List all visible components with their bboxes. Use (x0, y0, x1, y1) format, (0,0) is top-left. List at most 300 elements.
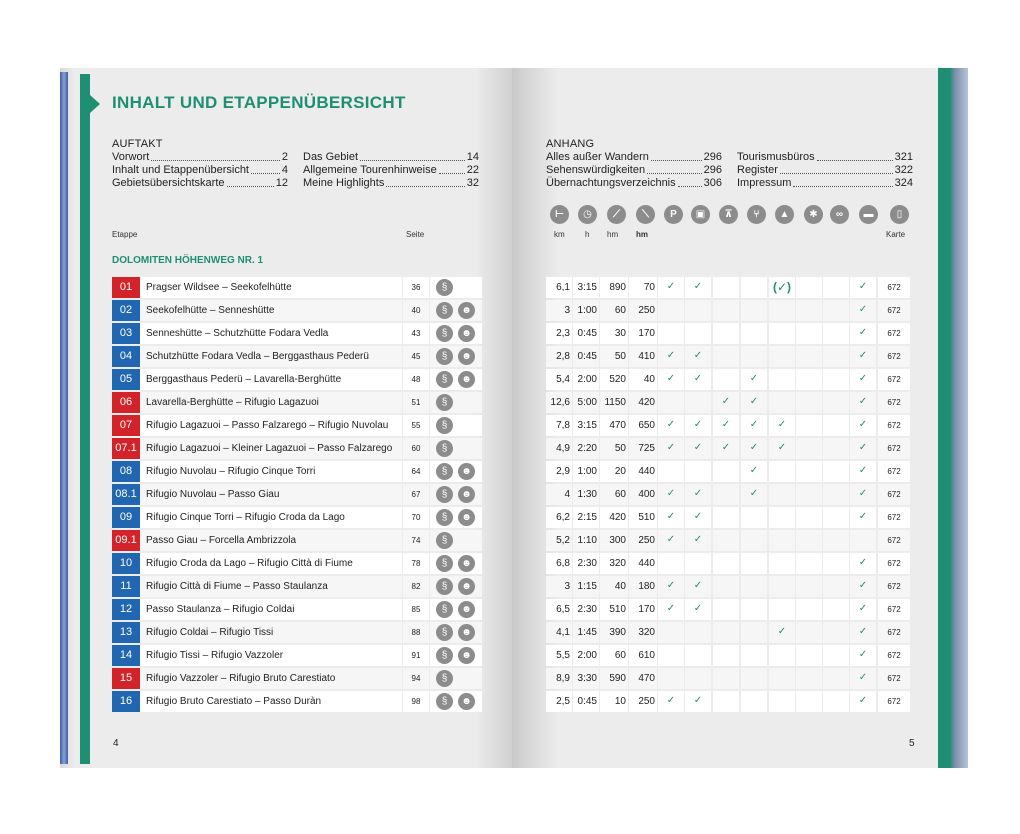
stage-name: Rifugio Città di Fiume – Passo Staulanza (140, 576, 402, 597)
stage-descent: 40 (629, 369, 657, 390)
difficulty-icon: § (436, 624, 453, 641)
stage-data-row (546, 598, 974, 621)
toc-entry[interactable]: Alles außer Wandern 296 (546, 151, 722, 163)
stage-descent: 250 (629, 300, 657, 321)
stage-descent: 180 (629, 576, 657, 597)
stage-list-right (546, 276, 974, 713)
stage-ascent: 420 (600, 507, 628, 528)
stage-check (713, 553, 739, 574)
stage-check (713, 691, 739, 712)
stage-ascent: 390 (600, 622, 628, 643)
stage-check (823, 392, 849, 413)
stage-row[interactable] (112, 345, 472, 368)
stage-check (713, 346, 739, 367)
stage-page: 85 (403, 599, 429, 620)
stage-check: ✓ (850, 438, 876, 459)
stage-number-badge: 08 (112, 461, 140, 482)
stage-name: Pragser Wildsee – Seekofelhütte (140, 277, 402, 298)
stage-row[interactable] (112, 506, 472, 529)
stage-check (850, 530, 876, 551)
stage-km: 3 (546, 576, 572, 597)
difficulty-icon: § (436, 670, 453, 687)
stage-name: Rifugio Bruto Carestiato – Passo Duràn (140, 691, 402, 712)
stage-check: ✓ (658, 691, 684, 712)
stage-check: ✓ (685, 507, 711, 528)
clock-icon: ◷ (578, 205, 597, 224)
stage-check: ✓ (769, 415, 795, 436)
stage-check (713, 369, 739, 390)
stage-ascent: 50 (600, 346, 628, 367)
stage-check (713, 484, 739, 505)
toc-entry[interactable]: Impressum 324 (737, 177, 913, 189)
stage-km: 4,9 (546, 438, 572, 459)
stage-data-row (546, 414, 974, 437)
stage-hours: 5:00 (573, 392, 599, 413)
stage-check (769, 599, 795, 620)
stage-check: ✓ (741, 484, 767, 505)
stage-check: ✓ (685, 369, 711, 390)
stage-check (796, 392, 822, 413)
snow-icon: ✱ (804, 205, 823, 224)
stage-km: 12,6 (546, 392, 572, 413)
stage-map: 672 (878, 691, 910, 712)
stage-check (741, 507, 767, 528)
stage-page: 88 (403, 622, 429, 643)
stage-hours: 1:30 (573, 484, 599, 505)
stage-name: Rifugio Vazzoler – Rifugio Bruto Carestiato (140, 668, 402, 689)
stage-check (796, 323, 822, 344)
parking-icon: P (664, 205, 683, 224)
stage-check: ✓ (685, 277, 711, 298)
stage-check (658, 645, 684, 666)
toc-entry[interactable]: Das Gebiet 14 (303, 151, 479, 163)
stage-check (685, 300, 711, 321)
stage-map: 672 (878, 300, 910, 321)
stage-check (741, 300, 767, 321)
difficulty-icon: § (436, 601, 453, 618)
toc-entry[interactable]: Sehenswürdigkeiten 296 (546, 164, 722, 176)
stage-check (769, 668, 795, 689)
stage-check (823, 668, 849, 689)
stage-check (823, 553, 849, 574)
stage-check (741, 553, 767, 574)
stage-check (713, 668, 739, 689)
bike-icon: ∞ (830, 205, 849, 224)
stage-km: 6,5 (546, 599, 572, 620)
bear-icon: ☻ (458, 693, 475, 710)
stage-check (685, 392, 711, 413)
header-seite: Seite (406, 230, 425, 239)
stage-km: 4,1 (546, 622, 572, 643)
stage-row[interactable] (112, 529, 472, 552)
stage-row[interactable] (112, 621, 472, 644)
bear-icon: ☻ (458, 348, 475, 365)
stage-check (769, 530, 795, 551)
stage-row[interactable] (112, 644, 472, 667)
stage-check (741, 691, 767, 712)
difficulty-icon: § (436, 693, 453, 710)
stage-row[interactable] (112, 575, 472, 598)
ascent-icon: ⟋ (607, 205, 626, 224)
stage-hours: 2:00 (573, 369, 599, 390)
stage-km: 4 (546, 484, 572, 505)
stage-number-badge: 05 (112, 369, 140, 390)
stage-check (741, 599, 767, 620)
stage-check (713, 645, 739, 666)
stage-hours: 2:30 (573, 599, 599, 620)
stage-check (823, 599, 849, 620)
stage-ascent: 1150 (600, 392, 628, 413)
stage-page: 74 (403, 530, 429, 551)
stage-row[interactable] (112, 391, 472, 414)
stage-hours: 1:15 (573, 576, 599, 597)
stage-number-badge: 13 (112, 622, 140, 643)
stage-check (741, 530, 767, 551)
stage-page: 51 (403, 392, 429, 413)
stage-check: ✓ (685, 438, 711, 459)
stage-check (713, 599, 739, 620)
page-title: INHALT UND ETAPPENÜBERSICHT (112, 93, 406, 112)
stage-check: ✓ (850, 507, 876, 528)
stage-ascent: 520 (600, 369, 628, 390)
stage-km: 3 (546, 300, 572, 321)
stage-number-badge: 07 (112, 415, 140, 436)
bear-icon: ☻ (458, 371, 475, 388)
stage-name: Rifugio Lagazuoi – Kleiner Lagazuoi – Passo Falzarego (140, 438, 402, 459)
stage-icons (430, 599, 482, 620)
stage-page: 45 (403, 346, 429, 367)
difficulty-icon: § (436, 371, 453, 388)
stage-row[interactable] (112, 437, 472, 460)
stage-data-row (546, 621, 974, 644)
stage-check (823, 415, 849, 436)
stage-icons (430, 645, 482, 666)
difficulty-icon: § (436, 394, 453, 411)
stage-icons (430, 530, 482, 551)
stage-check: ✓ (658, 277, 684, 298)
stage-check: (✓) (769, 277, 795, 298)
stage-icons (430, 691, 482, 712)
stage-page: 67 (403, 484, 429, 505)
stage-check (796, 461, 822, 482)
stage-check (713, 507, 739, 528)
stage-ascent: 890 (600, 277, 628, 298)
difficulty-icon: § (436, 463, 453, 480)
stage-check (823, 461, 849, 482)
stage-icons (430, 369, 482, 390)
stage-row[interactable] (112, 276, 472, 299)
stage-row[interactable] (112, 667, 472, 690)
stage-hours: 1:45 (573, 622, 599, 643)
toc-entry[interactable]: Inhalt und Etappenübersicht 4 (112, 164, 288, 176)
stage-check: ✓ (713, 438, 739, 459)
stage-check (658, 668, 684, 689)
stage-data-row (546, 460, 974, 483)
stage-km: 5,4 (546, 369, 572, 390)
header-karte: Karte (886, 230, 906, 239)
stage-km: 7,8 (546, 415, 572, 436)
stage-check (713, 277, 739, 298)
stage-check (796, 530, 822, 551)
stage-check (713, 323, 739, 344)
stage-row[interactable] (112, 368, 472, 391)
stage-check (769, 323, 795, 344)
stage-data-row (546, 552, 974, 575)
stage-row[interactable] (112, 322, 472, 345)
restaurant-icon: ⑂ (747, 205, 766, 224)
stage-ascent: 10 (600, 691, 628, 712)
stage-data-row (546, 345, 974, 368)
stage-check (823, 323, 849, 344)
stage-icons (430, 576, 482, 597)
stage-check (713, 622, 739, 643)
stage-map: 672 (878, 323, 910, 344)
stage-descent: 170 (629, 599, 657, 620)
toc-auftakt-col1 (112, 138, 288, 190)
stage-check: ✓ (850, 277, 876, 298)
stage-page: 98 (403, 691, 429, 712)
stage-check (823, 277, 849, 298)
stage-row[interactable] (112, 483, 472, 506)
page-number-right: 5 (909, 738, 915, 749)
toc-entry[interactable]: Übernachtungsverzeichnis 306 (546, 177, 722, 189)
stage-check: ✓ (658, 369, 684, 390)
stage-icons (430, 668, 482, 689)
stage-check (769, 300, 795, 321)
stage-page: 78 (403, 553, 429, 574)
stage-check (796, 415, 822, 436)
stage-map: 672 (878, 599, 910, 620)
stage-check: ✓ (741, 392, 767, 413)
stage-map: 672 (878, 530, 910, 551)
stage-number-badge: 09.1 (112, 530, 140, 551)
stage-check: ✓ (658, 507, 684, 528)
difficulty-icon: § (436, 417, 453, 434)
stage-number-badge: 14 (112, 645, 140, 666)
stage-check (741, 645, 767, 666)
stage-descent: 440 (629, 461, 657, 482)
stage-check: ✓ (741, 415, 767, 436)
toc-entry[interactable]: Meine Highlights 32 (303, 177, 479, 189)
bear-icon: ☻ (458, 509, 475, 526)
stage-check (769, 507, 795, 528)
header-h: h (585, 230, 590, 239)
toc-entry[interactable]: Tourismusbüros 321 (737, 151, 913, 163)
stage-check (741, 277, 767, 298)
header-etappe: Etappe (112, 230, 138, 239)
stage-icons (430, 392, 482, 413)
stage-icons (430, 484, 482, 505)
stage-number-badge: 08.1 (112, 484, 140, 505)
stage-map: 672 (878, 277, 910, 298)
stage-name: Rifugio Lagazuoi – Passo Falzarego – Rifugio Nuvolau (140, 415, 402, 436)
stage-check: ✓ (850, 576, 876, 597)
stage-check: ✓ (685, 484, 711, 505)
toc-entry[interactable]: Register 322 (737, 164, 913, 176)
stage-row[interactable] (112, 690, 472, 713)
stage-check (823, 484, 849, 505)
stage-descent: 650 (629, 415, 657, 436)
stage-check (769, 461, 795, 482)
stage-row[interactable] (112, 460, 472, 483)
stage-name: Passo Giau – Forcella Ambrizzola (140, 530, 402, 551)
toc-heading-auftakt: AUFTAKT (112, 138, 163, 150)
stage-check (796, 599, 822, 620)
stage-check (823, 645, 849, 666)
stage-km: 5,5 (546, 645, 572, 666)
stage-map: 672 (878, 668, 910, 689)
stage-check (823, 530, 849, 551)
stage-check (823, 576, 849, 597)
stage-check (713, 576, 739, 597)
stage-check (685, 323, 711, 344)
difficulty-icon: § (436, 509, 453, 526)
book-edge-left (60, 72, 68, 764)
stage-page: 43 (403, 323, 429, 344)
stage-hours: 1:00 (573, 461, 599, 482)
stage-check (685, 553, 711, 574)
stage-check (685, 645, 711, 666)
stage-check (796, 576, 822, 597)
stage-map: 672 (878, 392, 910, 413)
cable-car-icon: ⊼ (719, 205, 738, 224)
difficulty-icon: § (436, 578, 453, 595)
stage-check (741, 622, 767, 643)
toc-entry[interactable]: Gebietsübersichtskarte 12 (112, 177, 288, 189)
stage-check: ✓ (741, 369, 767, 390)
stage-hours: 2:20 (573, 438, 599, 459)
stage-number-badge: 07.1 (112, 438, 140, 459)
stage-check: ✓ (685, 691, 711, 712)
header-hm-down: hm (636, 230, 648, 239)
stage-icons (430, 622, 482, 643)
stage-icons (430, 507, 482, 528)
stage-number-badge: 10 (112, 553, 140, 574)
bear-icon: ☻ (458, 555, 475, 572)
stage-number-badge: 12 (112, 599, 140, 620)
stage-check (796, 645, 822, 666)
section-title: DOLOMITEN HÖHENWEG NR. 1 (112, 255, 264, 266)
header-hm-up: hm (607, 230, 619, 239)
stage-page: 40 (403, 300, 429, 321)
stage-check (823, 622, 849, 643)
stage-map: 672 (878, 415, 910, 436)
stage-icons (430, 415, 482, 436)
stage-check: ✓ (685, 415, 711, 436)
stage-data-row (546, 575, 974, 598)
stage-descent: 410 (629, 346, 657, 367)
stage-row[interactable] (112, 598, 472, 621)
stage-check: ✓ (769, 438, 795, 459)
toc-entry[interactable]: Vorwort 2 (112, 151, 288, 163)
stage-check (796, 369, 822, 390)
bear-icon: ☻ (458, 578, 475, 595)
stage-data-row (546, 483, 974, 506)
stage-name: Rifugio Nuvolau – Passo Giau (140, 484, 402, 505)
map-icon: ▯ (890, 205, 909, 224)
bus-icon: ▣ (691, 205, 710, 224)
stage-name: Rifugio Coldai – Rifugio Tissi (140, 622, 402, 643)
difficulty-icon: § (436, 555, 453, 572)
stage-page: 36 (403, 277, 429, 298)
stage-km: 2,3 (546, 323, 572, 344)
stage-data-row (546, 529, 974, 552)
stage-check (823, 691, 849, 712)
stage-check (796, 346, 822, 367)
stage-number-badge: 15 (112, 668, 140, 689)
stage-number-badge: 04 (112, 346, 140, 367)
stage-ascent: 60 (600, 300, 628, 321)
stage-hours: 0:45 (573, 346, 599, 367)
stage-check: ✓ (658, 484, 684, 505)
stage-number-badge: 02 (112, 300, 140, 321)
stage-row[interactable] (112, 414, 472, 437)
descent-icon: ⟍ (636, 205, 655, 224)
bear-icon: ☻ (458, 302, 475, 319)
stage-check (769, 576, 795, 597)
stage-check: ✓ (850, 599, 876, 620)
stage-hours: 3:15 (573, 277, 599, 298)
stage-hours: 2:30 (573, 553, 599, 574)
stage-descent: 320 (629, 622, 657, 643)
stage-km: 2,9 (546, 461, 572, 482)
stage-check: ✓ (850, 622, 876, 643)
toc-anhang-col2 (737, 151, 913, 190)
stage-ascent: 30 (600, 323, 628, 344)
stage-map: 672 (878, 576, 910, 597)
stage-descent: 510 (629, 507, 657, 528)
stage-km: 8,9 (546, 668, 572, 689)
stage-check: ✓ (850, 484, 876, 505)
stage-check (769, 392, 795, 413)
stage-check (713, 300, 739, 321)
stage-check (796, 438, 822, 459)
stage-row[interactable] (112, 552, 472, 575)
stage-ascent: 60 (600, 645, 628, 666)
stage-check (796, 507, 822, 528)
header-icon-row (546, 205, 974, 225)
stage-ascent: 20 (600, 461, 628, 482)
stage-icons (430, 300, 482, 321)
stage-icons (430, 346, 482, 367)
stage-page: 70 (403, 507, 429, 528)
stage-check (796, 300, 822, 321)
stage-check (658, 323, 684, 344)
stage-check (741, 323, 767, 344)
stage-check: ✓ (658, 530, 684, 551)
header-km: km (554, 230, 565, 239)
stage-check (796, 553, 822, 574)
stage-km: 6,2 (546, 507, 572, 528)
stage-number-badge: 09 (112, 507, 140, 528)
difficulty-icon: § (436, 302, 453, 319)
stage-number-badge: 01 (112, 277, 140, 298)
stage-check: ✓ (713, 415, 739, 436)
stage-check (713, 530, 739, 551)
toc-entry[interactable]: Allgemeine Tourenhinweise 22 (303, 164, 479, 176)
stage-icons (430, 461, 482, 482)
stage-km: 6,8 (546, 553, 572, 574)
stage-descent: 420 (629, 392, 657, 413)
stage-descent: 400 (629, 484, 657, 505)
stage-check (769, 484, 795, 505)
stage-check: ✓ (741, 438, 767, 459)
difficulty-icon: § (436, 647, 453, 664)
stage-check: ✓ (658, 415, 684, 436)
stage-row[interactable] (112, 299, 472, 322)
stage-name: Rifugio Nuvolau – Rifugio Cinque Torri (140, 461, 402, 482)
stage-check: ✓ (741, 461, 767, 482)
